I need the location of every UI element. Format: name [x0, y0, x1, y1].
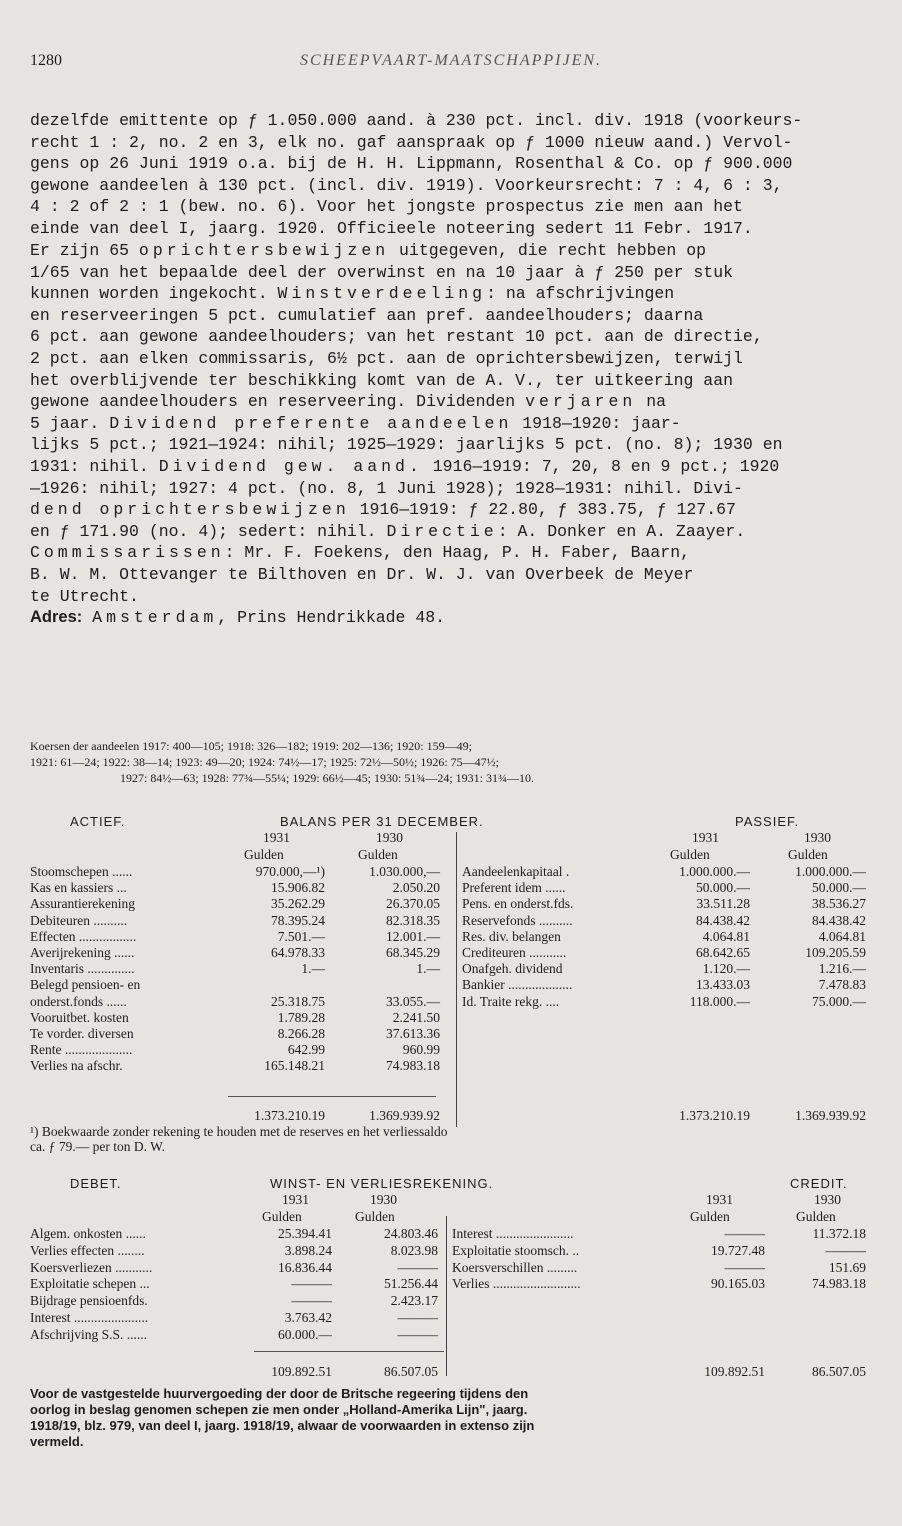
table-row — [30, 1243, 870, 1258]
page-header — [30, 52, 872, 76]
text: gewone aandeelhouders en reserveering. Dividenden — [30, 392, 526, 412]
address-label: Adres: — [30, 608, 83, 627]
row-label: Exploitatie stoomsch. .. — [452, 1242, 580, 1258]
value-1931: ——— — [724, 1226, 765, 1241]
table-row — [30, 1293, 870, 1308]
spaced-term: Directie — [386, 521, 498, 541]
value-1931: 7.501.— — [277, 928, 325, 944]
pl-header-row — [30, 1176, 870, 1191]
value-1931: 1.— — [301, 961, 325, 977]
credit-label: CREDIT. — [790, 1176, 848, 1191]
footer-line: Voor de vastgestelde huurvergoeding der door de Britsche regeering tijdens den — [30, 1386, 529, 1401]
row-label: Koersverschillen ......... — [452, 1259, 578, 1275]
value-1930: ——— — [397, 1310, 438, 1325]
year-1930: 1930 — [804, 830, 831, 845]
row-label: Kas en kassiers ... — [30, 880, 127, 896]
value-1930: 7.478.83 — [818, 977, 866, 993]
balance-header-row — [30, 814, 870, 829]
address-city: Amsterdam — [92, 608, 218, 628]
value-1930: ——— — [397, 1326, 438, 1342]
address-street: , Prins Hendrikkade 48. — [217, 608, 446, 628]
table-row — [30, 945, 870, 960]
total-passief-1930: 1.369.939.92 — [795, 1108, 866, 1123]
text-line: 4 : 2 of 2 : 1 (bew. no. 6). Voor het jongste prospectus zie men aan het — [30, 197, 743, 217]
row-label: Preferent idem ...... — [462, 880, 566, 896]
footnote-line: ¹) Boekwaarde zonder rekening te houden met de reserves en het verliessaldo — [30, 1124, 448, 1139]
row-label: onderst.fonds ...... — [30, 993, 127, 1009]
row-label: Belegd pensioen- en — [30, 977, 141, 993]
spaced-term: Dividend gew. aand. — [158, 456, 423, 476]
row-label: Afschrijving S.S. ...... — [30, 1326, 148, 1342]
pl-title: WINST- EN VERLIESREKENING. — [270, 1176, 494, 1191]
share-prices-line: 1921: 61—24; 1922: 38—14; 1923: 49—20; 1924: 74½—17; 1925: 72½—50½; 1926: 75—47½; — [30, 755, 500, 769]
value-1931: 642.99 — [287, 1042, 325, 1058]
row-label: Bijdrage pensioenfds. — [30, 1293, 148, 1309]
value-1931: 78.395.24 — [271, 912, 325, 928]
value-1931: 64.978.33 — [271, 945, 325, 960]
value-1931: 13.433.03 — [696, 977, 750, 993]
share-prices-line: Koersen der aandeelen 1917: 400—105; 1918: 326—182; 1919: 202—136; 1920: 159—49; — [30, 739, 472, 753]
text-line — [30, 413, 868, 435]
text: kunnen worden ingekocht. — [30, 284, 278, 304]
unit-label: Gulden — [670, 847, 710, 862]
share-prices — [30, 738, 870, 786]
table-row — [30, 913, 870, 928]
value-1931: 118.000.— — [689, 993, 750, 1009]
text-line: B. W. M. Ottevanger te Bilthoven en Dr. W. J. van Overbeek de Meyer — [30, 564, 694, 584]
year-1930: 1930 — [370, 1192, 397, 1207]
value-1930: 84.438.42 — [812, 912, 866, 928]
footnote — [30, 1124, 870, 1154]
text-line: lijks 5 pct.; 1921—1924: nihil; 1925—1929: jaarlijks 5 pct. (no. 8); 1930 en — [30, 435, 783, 455]
row-label: Vooruitbet. kosten — [30, 1009, 129, 1025]
value-1931: 19.727.48 — [711, 1242, 765, 1258]
value-1931: 90.165.03 — [711, 1276, 765, 1292]
footer-note — [30, 1386, 870, 1450]
total-passief-1931: 1.373.210.19 — [679, 1108, 750, 1123]
share-prices-line: 1927: 84½—63; 1928: 77¾—55¼; 1929: 66½—45; 1930: 51¾—24; 1931: 31¾—10. — [120, 771, 535, 785]
year-1931: 1931 — [263, 830, 290, 845]
table-row — [30, 1327, 870, 1342]
spaced-term: dend oprichtersbewijzen — [30, 500, 350, 520]
value-1931: 84.438.42 — [696, 912, 750, 928]
text-line: het overblijvende ter beschikking komt van de A. V., ter uitkeering aan — [30, 370, 734, 390]
value-1931: 970.000,—¹) — [255, 864, 325, 879]
text-line — [30, 283, 868, 305]
text: en ƒ 171.90 (no. 4); sedert: nihil. — [30, 521, 387, 541]
running-title: SCHEEPVAART-MAATSCHAPPIJEN. — [299, 52, 603, 69]
value-1930: 75.000.— — [812, 993, 866, 1009]
value-1931: 1.000.000.— — [679, 864, 750, 879]
value-1930: 37.613.36 — [386, 1026, 440, 1041]
table-row — [30, 977, 870, 992]
year-1930: 1930 — [376, 830, 403, 845]
text-line: dezelfde emittente op ƒ 1.050.000 aand. à 230 pct. incl. div. 1918 (voorkeurs- — [30, 111, 803, 130]
year-1931: 1931 — [692, 830, 719, 845]
text: na — [636, 392, 667, 412]
table-row — [30, 1026, 870, 1041]
row-label: Reservefonds .......... — [462, 912, 573, 928]
table-row — [30, 1276, 870, 1291]
value-1931: ——— — [291, 1293, 332, 1309]
total-actief-1931: 1.373.210.19 — [254, 1108, 325, 1123]
value-1930: 11.372.18 — [812, 1226, 866, 1241]
balance-sheet — [30, 814, 870, 1126]
value-1930: 960.99 — [402, 1042, 440, 1058]
value-1930: 51.256.44 — [384, 1276, 438, 1292]
row-label: Koersverliezen ........... — [30, 1259, 153, 1275]
value-1930: 151.69 — [828, 1259, 866, 1275]
table-row — [30, 1058, 870, 1073]
row-label: Interest ...................... — [30, 1310, 149, 1325]
row-label: Onafgeh. dividend — [462, 961, 563, 977]
text: 5 jaar. — [30, 413, 110, 433]
text-line: 6 pct. aan gewone aandeelhouders; van het restant 10 pct. aan de directie, — [30, 327, 763, 347]
value-1930: 74.983.18 — [812, 1276, 866, 1292]
text: 1916—1919: ƒ 22.80, ƒ 383.75, ƒ 127.67 — [349, 500, 736, 520]
table-row — [30, 864, 870, 879]
value-1931: 15.906.82 — [271, 880, 325, 896]
row-label: Bankier ................... — [462, 977, 573, 993]
profit-loss-account — [30, 1176, 870, 1379]
row-label: Pens. en onderst.fds. — [462, 896, 574, 912]
value-1930: 109.205.59 — [805, 945, 866, 960]
value-1931: 1.789.28 — [277, 1009, 325, 1025]
unit-label: Gulden — [796, 1209, 836, 1224]
value-1930: 1.000.000.— — [795, 864, 866, 879]
value-1930: 68.345.29 — [386, 945, 440, 960]
text-line: 1/65 van het bepaalde deel der overwinst en na 10 jaar à ƒ 250 per stuk — [30, 262, 734, 282]
value-1931: 25.394.41 — [278, 1226, 332, 1241]
row-label: Exploitatie schepen ... — [30, 1276, 150, 1292]
text-line: gewone aandeelen à 130 pct. (incl. div. 1919). Voorkeursrecht: 7 : 4, 6 : 3, — [30, 175, 783, 195]
value-1931: 35.262.29 — [271, 896, 325, 912]
value-1930: 50.000.— — [812, 880, 866, 896]
column-divider — [446, 1216, 447, 1376]
value-1931: 68.642.65 — [696, 945, 750, 960]
value-1930: 1.— — [416, 961, 440, 977]
footnote-line: ca. ƒ 79.— per ton D. W. — [30, 1139, 165, 1154]
total-rule — [254, 1351, 444, 1352]
total-credit-1930: 86.507.05 — [812, 1364, 866, 1379]
value-1931: 33.511.28 — [696, 896, 750, 912]
footer-line: vermeld. — [30, 1434, 84, 1449]
table-row — [30, 880, 870, 895]
value-1931: 1.120.— — [702, 961, 750, 977]
text: : Mr. F. Foekens, den Haag, P. H. Faber, Baarn, — [224, 543, 691, 563]
year-1931: 1931 — [282, 1192, 309, 1207]
actief-label: ACTIEF. — [70, 814, 126, 829]
text: : na afschrijvingen — [486, 284, 675, 304]
value-1931: ——— — [291, 1276, 332, 1292]
text-line — [30, 391, 868, 413]
text-line: —1926: nihil; 1927: 4 pct. (no. 8, 1 Juni 1928); 1928—1931: nihil. Divi- — [30, 478, 743, 498]
spaced-term: Dividend preferente aandeelen — [109, 413, 513, 433]
value-1930: 26.370.05 — [386, 896, 440, 912]
row-label: Rente .................... — [30, 1042, 133, 1058]
unit-label: Gulden — [262, 1209, 302, 1224]
value-1931: ——— — [724, 1259, 765, 1275]
value-1930: 2.050.20 — [392, 880, 440, 896]
value-1930: 4.064.81 — [818, 928, 866, 944]
column-divider — [456, 832, 457, 1127]
text-line: 2 pct. aan elken commissaris, 6½ pct. aan de oprichtersbewijzen, terwijl — [30, 348, 743, 368]
value-1930: 74.983.18 — [386, 1058, 440, 1074]
value-1930: ——— — [825, 1242, 866, 1258]
value-1931: 165.148.21 — [264, 1058, 325, 1074]
value-1930: 2.241.50 — [392, 1009, 440, 1025]
page-number: 1280 — [30, 52, 62, 69]
text-line: te Utrecht. — [30, 586, 139, 606]
balance-unit-row — [30, 847, 870, 862]
row-label: Algem. onkosten ...... — [30, 1226, 146, 1241]
debet-label: DEBET. — [70, 1176, 122, 1191]
footer-line: 1918/19, blz. 979, van deel I, jaarg. 1918/19, alwaar de voorwaarden in extenso zijn — [30, 1418, 535, 1433]
text-line — [30, 499, 868, 521]
pl-total-row — [30, 1364, 870, 1379]
text-line: einde van deel I, jaarg. 1920. Officieele noteering sedert 11 Febr. 1917. — [30, 218, 753, 238]
year-1930: 1930 — [814, 1192, 841, 1207]
total-credit-1931: 109.892.51 — [704, 1364, 765, 1379]
table-row — [30, 994, 870, 1009]
value-1930: 12.001.— — [386, 928, 440, 944]
value-1930: 82.318.35 — [386, 912, 440, 928]
text: Er zijn 65 — [30, 241, 139, 260]
row-label: Stoomschepen ...... — [30, 864, 133, 879]
spaced-term: Commissarissen — [30, 543, 225, 563]
balance-year-row — [30, 830, 870, 845]
table-row — [30, 896, 870, 911]
unit-label: Gulden — [355, 1209, 395, 1224]
value-1931: 4.064.81 — [702, 928, 750, 944]
value-1931: 3.763.42 — [284, 1310, 332, 1325]
text-line: en reserveeringen 5 pct. cumulatief aan pref. aandeelhouders; daarna — [30, 305, 704, 325]
value-1930: ——— — [397, 1259, 438, 1275]
value-1930: 1.216.— — [818, 961, 866, 977]
body-paragraph-1 — [30, 110, 868, 240]
row-label: Verlies na afschr. — [30, 1058, 123, 1074]
value-1930: 2.423.17 — [390, 1293, 438, 1309]
value-1931: 3.898.24 — [284, 1242, 332, 1258]
address-line — [30, 607, 868, 629]
total-debet-1930: 86.507.05 — [384, 1364, 438, 1379]
pl-year-row — [30, 1192, 870, 1207]
unit-label: Gulden — [788, 847, 828, 862]
value-1930: 1.030.000,— — [369, 864, 440, 879]
text: 1931: nihil. — [30, 456, 159, 476]
row-label: Aandeelenkapitaal . — [462, 864, 570, 879]
footer-line: oorlog in beslag genomen schepen zie men onder „Holland-Amerika Lijn", jaarg. — [30, 1402, 528, 1417]
body-paragraph-2 — [30, 240, 868, 629]
value-1931: 50.000.— — [696, 880, 750, 896]
text-line — [30, 456, 868, 478]
total-actief-1930: 1.369.939.92 — [369, 1108, 440, 1123]
table-row — [30, 961, 870, 976]
text-line — [30, 542, 868, 564]
row-label: Id. Traite rekg. .... — [462, 993, 560, 1009]
unit-label: Gulden — [690, 1209, 730, 1224]
spaced-term: oprichtersbewijzen — [138, 241, 390, 260]
total-rule — [228, 1096, 436, 1097]
value-1930: 38.536.27 — [812, 896, 866, 912]
table-row — [30, 1226, 870, 1241]
row-label: Crediteuren ........... — [462, 945, 567, 960]
row-label: Verlies .......................... — [452, 1276, 581, 1292]
spaced-term: verjaren — [525, 392, 637, 412]
row-label: Debiteuren .......... — [30, 912, 128, 928]
unit-label: Gulden — [358, 847, 398, 862]
text: 1918—1920: jaar- — [512, 413, 681, 433]
value-1930: 33.055.— — [386, 993, 440, 1009]
text: uitgegeven, die recht hebben op — [389, 241, 707, 260]
table-row — [30, 1010, 870, 1025]
text: 1916—1919: 7, 20, 8 en 9 pct.; 1920 — [422, 456, 780, 476]
text-line — [30, 521, 868, 543]
year-1931: 1931 — [706, 1192, 733, 1207]
value-1931: 8.266.28 — [277, 1026, 325, 1041]
total-debet-1931: 109.892.51 — [271, 1364, 332, 1379]
row-label: Res. div. belangen — [462, 928, 561, 944]
row-label: Te vorder. diversen — [30, 1026, 134, 1041]
row-label: Inventaris .............. — [30, 961, 135, 977]
row-label: Effecten ................. — [30, 928, 137, 944]
table-row — [30, 929, 870, 944]
row-label: Assurantierekening — [30, 896, 135, 912]
text-line: recht 1 : 2, no. 2 en 3, elk no. gaf aanspraak op ƒ 1000 nieuw aand.) Vervol- — [30, 132, 793, 152]
text-line — [30, 240, 868, 262]
balance-total-row — [30, 1108, 870, 1123]
value-1930: 24.803.46 — [384, 1226, 438, 1241]
value-1931: 25.318.75 — [271, 993, 325, 1009]
pl-unit-row — [30, 1209, 870, 1224]
row-label: Averijrekening ...... — [30, 945, 135, 960]
value-1931: 16.836.44 — [278, 1259, 332, 1275]
table-row — [30, 1260, 870, 1275]
text: : A. Donker en A. Zaayer. — [497, 521, 746, 541]
table-row — [30, 1310, 870, 1325]
row-label: Verlies effecten ........ — [30, 1242, 145, 1258]
value-1930: 8.023.98 — [390, 1242, 438, 1258]
value-1931: 60.000.— — [278, 1326, 332, 1342]
balance-title: BALANS PER 31 DECEMBER. — [280, 814, 484, 829]
table-row — [30, 1042, 870, 1057]
passief-label: PASSIEF. — [735, 814, 800, 829]
row-label: Interest ....................... — [452, 1226, 574, 1241]
unit-label: Gulden — [244, 847, 284, 862]
spaced-term: Winstverdeeling — [277, 284, 487, 304]
text-line: gens op 26 Juni 1919 o.a. bij de H. H. Lippmann, Rosenthal & Co. op ƒ 900.000 — [30, 154, 793, 174]
